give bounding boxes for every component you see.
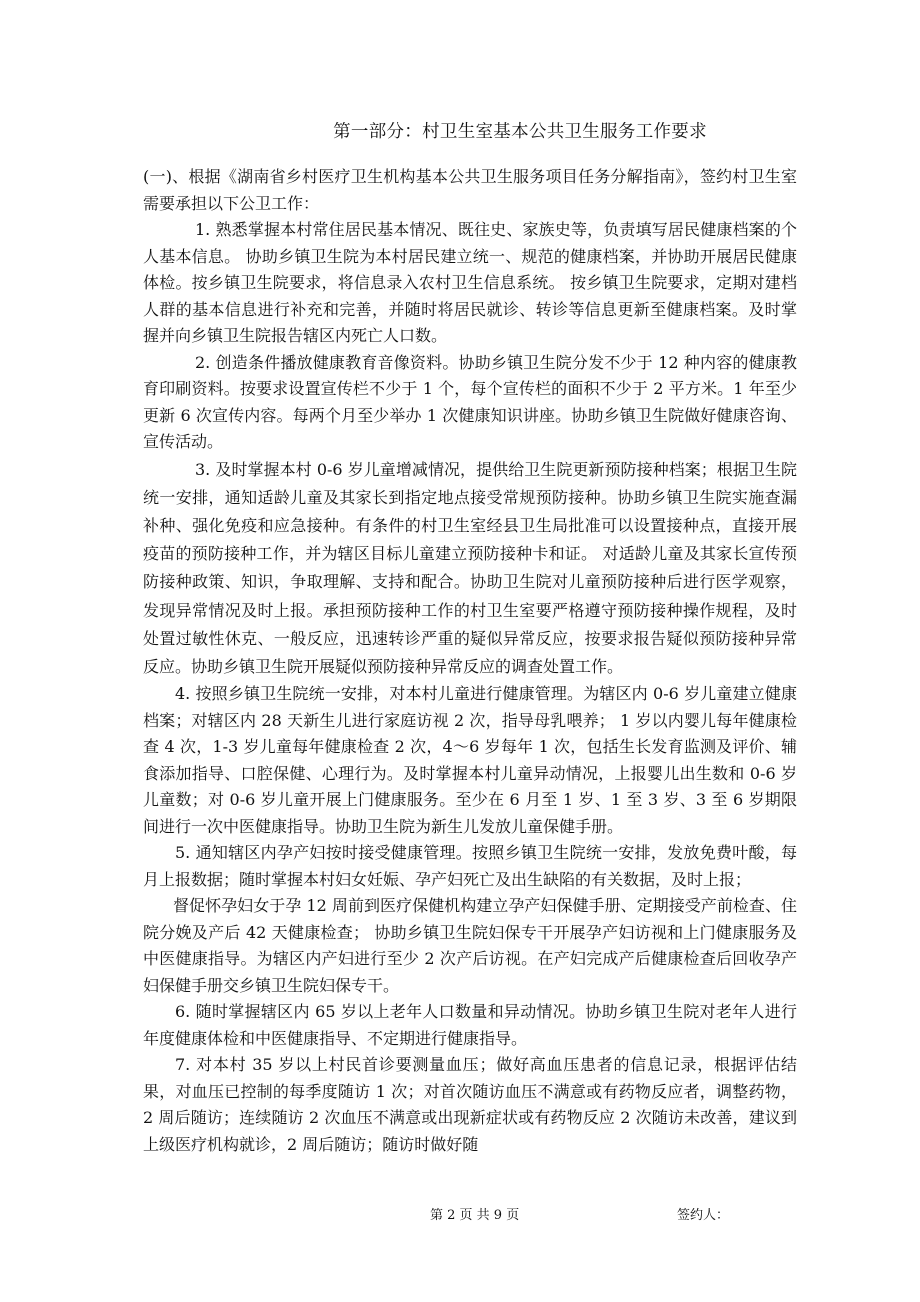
item-6-paragraph: 6. 随时掌握辖区内 65 岁以上老年人口数量和异动情况。协助乡镇卫生院对老年人进行年度健康体检和中医健康指导、不定期进行健康指导。 [143, 1002, 797, 1048]
item-5-paragraph: 5. 通知辖区内孕产妇按时接受健康管理。按照乡镇卫生院统一安排，发放免费叶酸，每月上报数据；随时掌握本村妇女妊娠、孕产妇死亡及出生缺陷的有关数据，及时上报； [143, 843, 797, 889]
page-title: 第一部分：村卫生室基本公共卫生服务工作要求 [333, 122, 707, 142]
item-4-paragraph: 4. 按照乡镇卫生院统一安排，对本村儿童进行健康管理。为辖区内 0-6 岁儿童建立健康档案；对辖区内 28 天新生儿进行家庭访视 2 次，指导母乳喂养； 1 岁以内婴儿每年健康检查 4 次，1-3 岁儿童每年健康检查 2 次，4～6 岁每年 1 次，包括生长发育监测及评价、辅食添加指导、口腔保健、心理行为。及时掌握本村儿童异动情况，上报婴儿出生数和 0-6 岁儿童数；对 0-6 岁儿童开展上门健康服务。至少在 6 月至 1 岁、1 至 3 岁、3 至 6 岁期限间进行一次中医健康指导。协助卫生院为新生儿发放儿童保健手册。 [143, 684, 797, 836]
intro-paragraph: (一)、根据《湖南省乡村医疗卫生机构基本公共卫生服务项目任务分解指南》，签约村卫生室需要承担以下公卫工作： [143, 167, 797, 213]
prenatal-care-paragraph: 督促怀孕妇女于孕 12 周前到医疗保健机构建立孕产妇保健手册、定期接受产前检查、住院分娩及产后 42 天健康检查； 协助乡镇卫生院妇保专干开展孕产妇访视和上门健康服务及中医健康指导。为辖区内产妇进行至少 2 次产后访视。在产妇完成产后健康检查后回收孕产妇保健手册交乡镇卫生院妇保专干。 [143, 896, 797, 995]
document-body [143, 164, 797, 1158]
item-1-paragraph: 1. 熟悉掌握本村常住居民基本情况、既往史、家族史等，负责填写居民健康档案的个人基本信息。 协助乡镇卫生院为本村居民建立统一、规范的健康档案，并协助开展居民健康体检。按乡镇卫生院要求，将信息录入农村卫生信息系统。 按乡镇卫生院要求，定期对建档人群的基本信息进行补充和完善，并随时将居民就诊、转诊等信息更新至健康档案。及时掌握并向乡镇卫生院报告辖区内死亡人口数。 [143, 220, 797, 345]
item-3-paragraph: 3. 及时掌握本村 0-6 岁儿童增减情况，提供给卫生院更新预防接种档案；根据卫生院统一安排，通知适龄儿童及其家长到指定地点接受常规预防接种。协助乡镇卫生院实施查漏补种、强化免疫和应急接种。有条件的村卫生室经县卫生局批准可以设置接种点，直接开展疫苗的预防接种工作，并为辖区目标儿童建立预防接种卡和证。 对适龄儿童及其家长宣传预防接种政策、知识，争取理解、支持和配合。协助卫生院对儿童预防接种后进行医学观察，发现异常情况及时上报。承担预防接种工作的村卫生室要严格遵守预防接种操作规程，及时处置过敏性休克、一般反应，迅速转诊严重的疑似异常反应，按要求报告疑似预防接种异常反应。协助乡镇卫生院开展疑似预防接种异常反应的调查处置工作。 [143, 459, 797, 676]
signer-label: 签约人： [677, 1208, 730, 1223]
item-7-paragraph: 7. 对本村 35 岁以上村民首诊要测量血压；做好高血压患者的信息记录，根据评估结果，对血压已控制的每季度随访 1 次；对首次随访血压不满意或有药物反应者，调整药物，2 周后随访；连续随访 2 次血压不满意或出现新症状或有药物反应 2 次随访未改善，建议到上级医疗机构就诊，2 周后随访；随访时做好随 [143, 1055, 797, 1154]
page-number: 第 2 页 共 9 页 [430, 1208, 520, 1223]
item-2-paragraph: 2. 创造条件播放健康教育音像资料。协助乡镇卫生院分发不少于 12 种内容的健康教育印刷资料。按要求设置宣传栏不少于 1 个，每个宣传栏的面积不少于 2 平方米。1 年至少更新 6 次宣传内容。每两个月至少举办 1 次健康知识讲座。协助乡镇卫生院做好健康咨询、宣传活动。 [143, 352, 797, 451]
